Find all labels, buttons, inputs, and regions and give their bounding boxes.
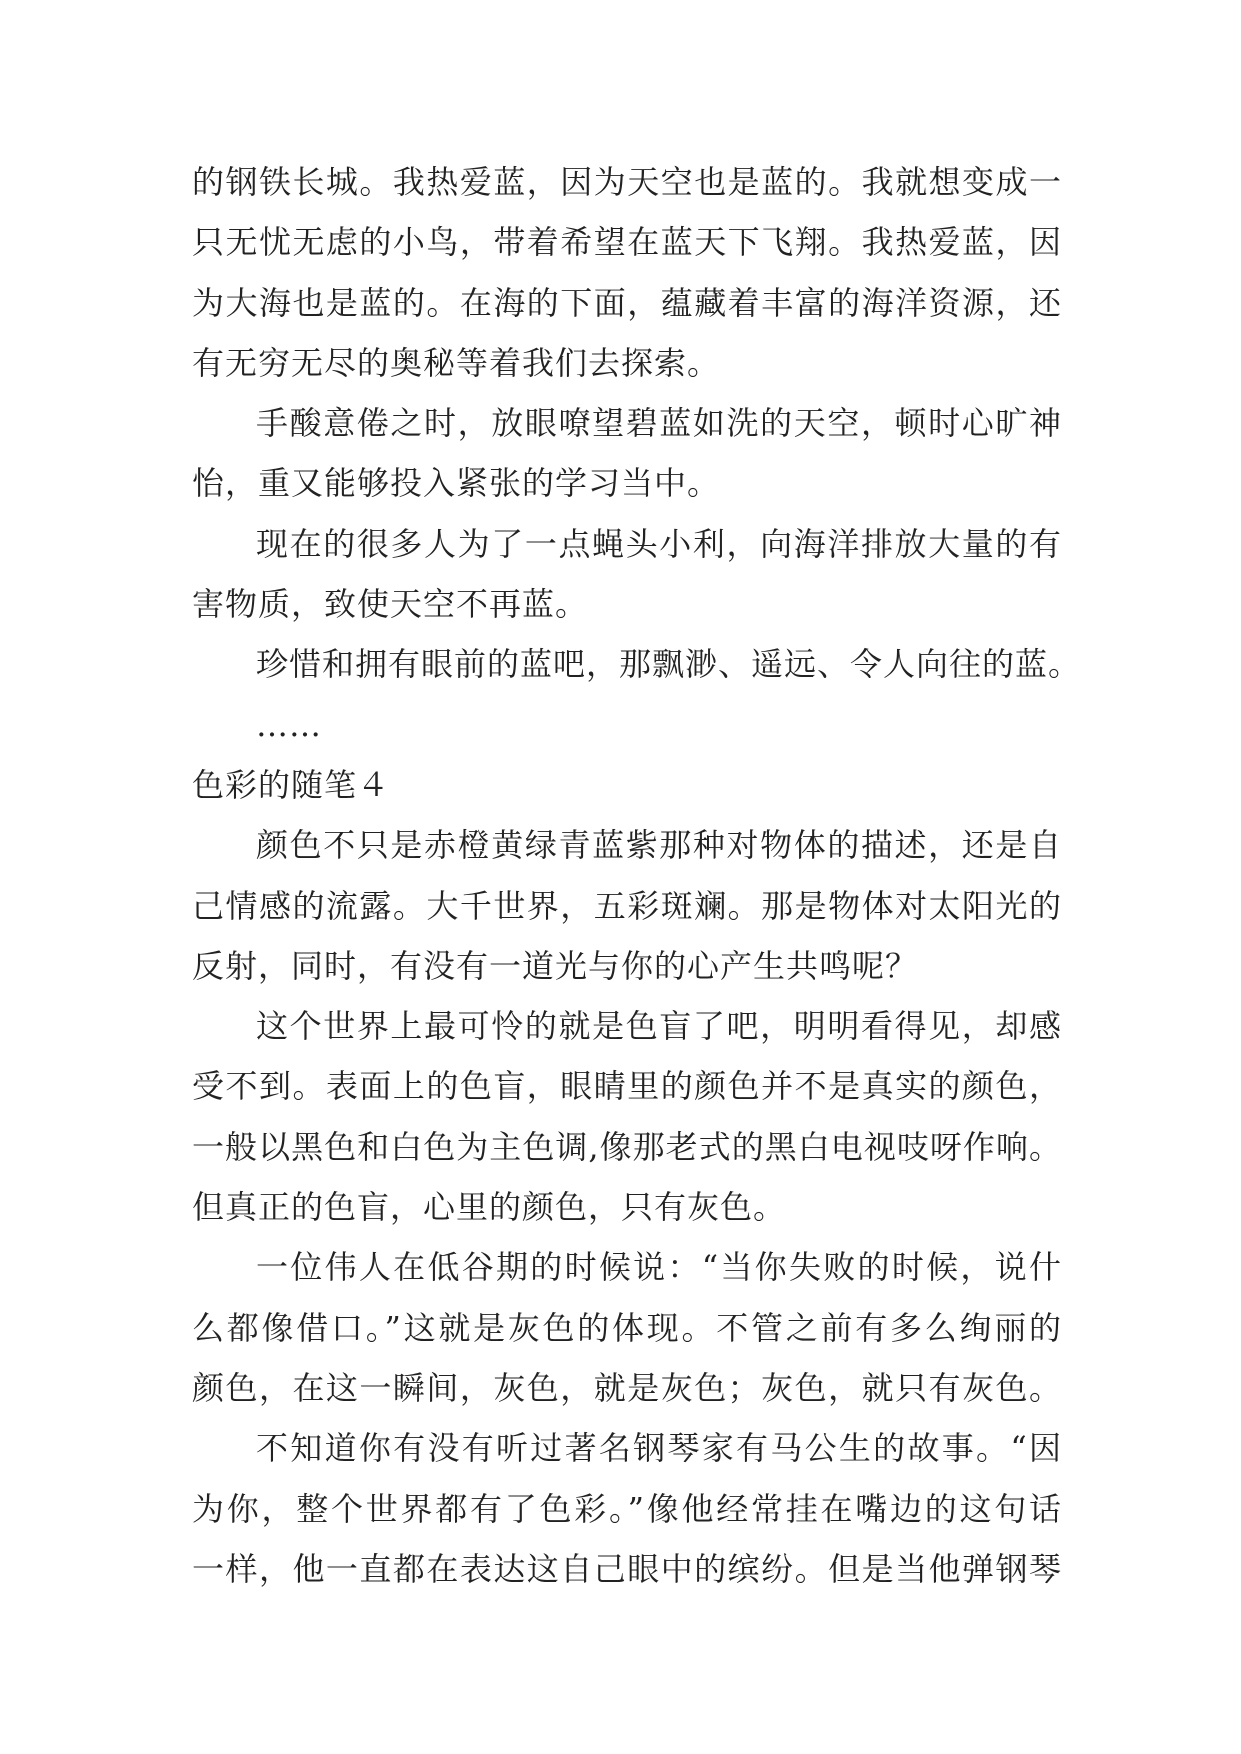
- text-line: 现在的很多人为了一点蝇头小利，向海洋排放大量的有: [256, 524, 1062, 563]
- text-line: 为你，整个世界都有了色彩。”像他经常挂在嘴边的这句话: [192, 1489, 1062, 1528]
- text-line: 颜色不只是赤橙黄绿青蓝紫那种对物体的描述，还是自: [256, 826, 1062, 865]
- text-line: 不知道你有没有听过著名钢琴家有马公生的故事。“因: [256, 1429, 1062, 1468]
- text-line: 一般以黑色和白色为主色调,像那老式的黑白电视吱呀作响。: [192, 1127, 1062, 1166]
- text-line: 但真正的色盲，心里的颜色，只有灰色。: [192, 1188, 787, 1227]
- section-heading: 色彩的随笔４: [192, 765, 391, 804]
- text-line: 一位伟人在低谷期的时候说：“当你失败的时候，说什: [256, 1248, 1062, 1287]
- text-line: 珍惜和拥有眼前的蓝吧，那飘渺、遥远、令人向往的蓝。: [256, 645, 1082, 684]
- text-line: 这个世界上最可怜的就是色盲了吧，明明看得见，却感: [256, 1007, 1062, 1046]
- text-line: ……: [256, 705, 322, 744]
- text-line: 反射，同时，有没有一道光与你的心产生共鸣呢？: [192, 946, 919, 985]
- text-line: 怡，重又能够投入紧张的学习当中。: [192, 464, 721, 503]
- text-line: 为大海也是蓝的。在海的下面，蕴藏着丰富的海洋资源，还: [192, 283, 1062, 322]
- text-line: 害物质，致使天空不再蓝。: [192, 585, 589, 624]
- body-text: [192, 152, 1082, 1599]
- text-line: 么都像借口。”这就是灰色的体现。不管之前有多么绚丽的: [192, 1308, 1062, 1347]
- text-line: 手酸意倦之时，放眼嘹望碧蓝如洗的天空，顿时心旷神: [256, 404, 1062, 443]
- text-line: 的钢铁长城。我热爱蓝，因为天空也是蓝的。我就想变成一: [192, 163, 1062, 201]
- text-line: 有无穷无尽的奥秘等着我们去探索。: [192, 343, 721, 382]
- text-line: 一样，他一直都在表达这自己眼中的缤纷。但是当他弹钢琴: [192, 1549, 1062, 1588]
- text-line: 只无忧无虑的小鸟，带着希望在蓝天下飞翔。我热爱蓝，因: [192, 223, 1062, 262]
- text-line: 受不到。表面上的色盲，眼睛里的颜色并不是真实的颜色，: [192, 1067, 1062, 1106]
- text-line: 颜色，在这一瞬间，灰色，就是灰色；灰色，就只有灰色。: [192, 1368, 1062, 1407]
- text-line: 己情感的流露。大千世界，五彩斑斓。那是物体对太阳光的: [192, 886, 1062, 925]
